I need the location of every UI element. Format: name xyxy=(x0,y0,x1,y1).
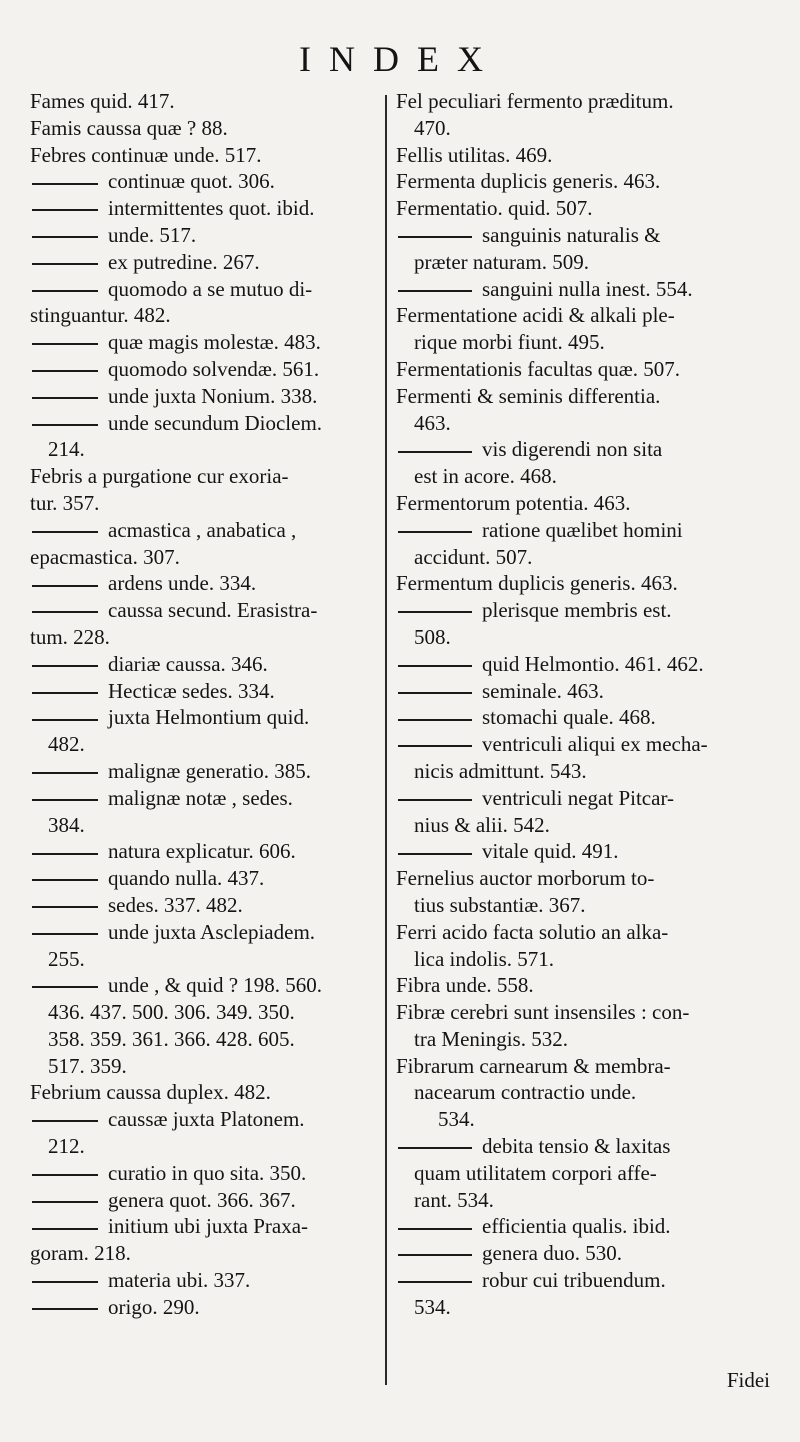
index-entry xyxy=(30,1106,380,1133)
repeat-dash xyxy=(32,692,98,694)
index-entry xyxy=(30,517,380,544)
entry-text: tum. 228. xyxy=(30,624,110,649)
entry-text: seminale. 463. xyxy=(482,678,604,703)
entry-text: plerisque membris est. xyxy=(482,598,672,623)
right-column xyxy=(396,88,776,1321)
entry-text: 470. xyxy=(414,115,451,140)
entry-text: unde , & quid ? 198. 560. xyxy=(108,973,323,998)
repeat-dash xyxy=(32,209,98,211)
repeat-dash xyxy=(32,665,98,667)
index-entry xyxy=(396,329,776,356)
index-entry xyxy=(30,597,380,624)
entry-text: Fibrarum carnearum & membra- xyxy=(396,1053,671,1078)
index-entry xyxy=(396,302,776,329)
index-entry xyxy=(396,1213,776,1240)
repeat-dash xyxy=(32,1308,98,1310)
entry-text: materia ubi. 337. xyxy=(108,1268,251,1293)
entry-text: efficientia qualis. ibid. xyxy=(482,1214,671,1239)
entry-text: 534. xyxy=(438,1107,475,1132)
entry-text: 534. xyxy=(414,1294,451,1319)
index-entry xyxy=(30,1267,380,1294)
index-entry xyxy=(30,1160,380,1187)
index-entry xyxy=(30,88,380,115)
index-entry xyxy=(30,276,380,303)
index-entry xyxy=(30,356,380,383)
index-entry xyxy=(396,490,776,517)
index-entry xyxy=(396,570,776,597)
entry-text: acmastica , anabatica , xyxy=(108,517,297,542)
entry-text: curatio in quo sita. 350. xyxy=(108,1160,307,1185)
entry-text: nacearum contractio unde. xyxy=(414,1080,637,1105)
repeat-dash xyxy=(32,772,98,774)
repeat-dash xyxy=(32,397,98,399)
entry-text: 255. xyxy=(48,946,85,971)
repeat-dash xyxy=(398,799,472,801)
repeat-dash xyxy=(398,692,472,694)
repeat-dash xyxy=(32,879,98,881)
index-entry xyxy=(30,838,380,865)
index-entry xyxy=(396,222,776,249)
repeat-dash xyxy=(32,853,98,855)
entry-text: Febris a purgatione cur exoria- xyxy=(30,464,289,489)
entry-text: ventriculi aliqui ex mecha- xyxy=(482,732,708,757)
entry-text: ratione quælibet homini xyxy=(482,517,683,542)
repeat-dash xyxy=(32,290,98,292)
entry-text: stomachi quale. 468. xyxy=(482,705,656,730)
index-entry xyxy=(396,544,776,571)
index-entry xyxy=(396,463,776,490)
index-entry xyxy=(396,946,776,973)
entry-text: sanguinis naturalis & xyxy=(482,222,661,247)
entry-text: ex putredine. 267. xyxy=(108,249,260,274)
index-entry xyxy=(396,436,776,463)
repeat-dash xyxy=(398,665,472,667)
index-entry xyxy=(30,946,380,973)
index-entry xyxy=(396,1026,776,1053)
index-entry xyxy=(396,1053,776,1080)
index-entry xyxy=(30,624,380,651)
index-entry xyxy=(30,1079,380,1106)
index-entry xyxy=(396,1187,776,1214)
repeat-dash xyxy=(32,986,98,988)
entry-text: continuæ quot. 306. xyxy=(108,169,275,194)
index-entry xyxy=(396,115,776,142)
index-entry xyxy=(396,276,776,303)
index-entry xyxy=(30,195,380,222)
entry-text: 358. 359. 361. 366. 428. 605. xyxy=(48,1026,295,1051)
index-entry xyxy=(30,168,380,195)
index-entry xyxy=(30,383,380,410)
entry-text: tius substantiæ. 367. xyxy=(414,892,586,917)
entry-text: Fermentatione acidi & alkali ple- xyxy=(396,303,675,328)
entry-text: intermittentes quot. ibid. xyxy=(108,196,315,221)
repeat-dash xyxy=(32,263,98,265)
index-entry xyxy=(396,249,776,276)
entry-text: epacmastica. 307. xyxy=(30,544,180,569)
index-entry xyxy=(30,463,380,490)
left-column xyxy=(30,88,380,1321)
index-entry xyxy=(30,972,380,999)
index-entry xyxy=(396,624,776,651)
entry-text: quando nulla. 437. xyxy=(108,866,265,891)
entry-text: quomodo a se mutuo di- xyxy=(108,276,313,301)
index-entry xyxy=(396,195,776,222)
index-entry xyxy=(30,1187,380,1214)
entry-text: 463. xyxy=(414,410,451,435)
entry-text: tur. 357. xyxy=(30,490,100,515)
index-entry xyxy=(30,758,380,785)
entry-text: Fermenti & seminis differentia. xyxy=(396,383,661,408)
index-entry xyxy=(30,999,380,1026)
repeat-dash xyxy=(398,451,472,453)
entry-text: rant. 534. xyxy=(414,1187,494,1212)
index-entry xyxy=(30,490,380,517)
entry-text: stinguantur. 482. xyxy=(30,303,171,328)
repeat-dash xyxy=(398,290,472,292)
repeat-dash xyxy=(398,1228,472,1230)
index-entry xyxy=(396,678,776,705)
entry-text: Fibræ cerebri sunt insensiles : con- xyxy=(396,1000,690,1025)
entry-text: initium ubi juxta Praxa- xyxy=(108,1214,309,1239)
index-entry xyxy=(396,597,776,624)
repeat-dash xyxy=(32,531,98,533)
entry-text: caussa secund. Erasistra- xyxy=(108,598,318,623)
index-entry xyxy=(396,651,776,678)
repeat-dash xyxy=(398,236,472,238)
repeat-dash xyxy=(398,1281,472,1283)
repeat-dash xyxy=(32,183,98,185)
index-entry xyxy=(30,1133,380,1160)
index-entry xyxy=(396,812,776,839)
entry-text: quam utilitatem corpori affe- xyxy=(414,1160,657,1185)
entry-text: quid Helmontio. 461. 462. xyxy=(482,651,704,676)
index-entry xyxy=(30,570,380,597)
entry-text: 436. 437. 500. 306. 349. 350. xyxy=(48,1000,295,1025)
entry-text: diariæ caussa. 346. xyxy=(108,651,268,676)
entry-text: 508. xyxy=(414,624,451,649)
index-entry xyxy=(30,1213,380,1240)
repeat-dash xyxy=(32,343,98,345)
entry-text: sanguini nulla inest. 554. xyxy=(482,276,693,301)
repeat-dash xyxy=(32,719,98,721)
entry-text: unde juxta Asclepiadem. xyxy=(108,919,316,944)
index-entry xyxy=(30,436,380,463)
index-entry xyxy=(30,302,380,329)
index-entry xyxy=(396,1267,776,1294)
index-entry xyxy=(396,892,776,919)
index-entry xyxy=(30,678,380,705)
index-entry xyxy=(30,1026,380,1053)
entry-text: Fermenta duplicis generis. 463. xyxy=(396,169,661,194)
entry-text: unde secundum Dioclem. xyxy=(108,410,323,435)
catchword: Fidei xyxy=(726,1368,770,1392)
index-entry xyxy=(30,249,380,276)
entry-text: Famis caussa quæ ? 88. xyxy=(30,115,228,140)
entry-text: unde juxta Nonium. 338. xyxy=(108,383,318,408)
entry-text: Fermentorum potentia. 463. xyxy=(396,490,631,515)
entry-text: Fermentationis facultas quæ. 507. xyxy=(396,356,681,381)
entry-text: origo. 290. xyxy=(108,1294,200,1319)
entry-text: præter naturam. 509. xyxy=(414,249,589,274)
entry-text: quæ magis molestæ. 483. xyxy=(108,330,321,355)
index-entry xyxy=(30,115,380,142)
index-entry xyxy=(396,972,776,999)
repeat-dash xyxy=(32,1201,98,1203)
entry-text: lica indolis. 571. xyxy=(414,946,554,971)
repeat-dash xyxy=(398,719,472,721)
repeat-dash xyxy=(32,611,98,613)
repeat-dash xyxy=(32,799,98,801)
entry-text: rique morbi fiunt. 495. xyxy=(414,330,605,355)
index-entry xyxy=(30,919,380,946)
index-entry xyxy=(396,356,776,383)
index-entry xyxy=(30,329,380,356)
index-entry xyxy=(396,142,776,169)
index-entry xyxy=(396,383,776,410)
entry-text: nicis admittunt. 543. xyxy=(414,758,587,783)
index-entry xyxy=(396,919,776,946)
index-entry xyxy=(396,731,776,758)
index-entry xyxy=(30,704,380,731)
entry-text: Fel peculiari fermento præditum. xyxy=(396,89,674,113)
entry-text: malignæ notæ , sedes. xyxy=(108,785,293,810)
index-entry xyxy=(396,1160,776,1187)
repeat-dash xyxy=(32,236,98,238)
entry-text: genera duo. 530. xyxy=(482,1241,622,1266)
repeat-dash xyxy=(32,933,98,935)
column-divider xyxy=(385,95,387,1385)
entry-text: malignæ generatio. 385. xyxy=(108,758,311,783)
repeat-dash xyxy=(398,1147,472,1149)
repeat-dash xyxy=(32,424,98,426)
repeat-dash xyxy=(32,906,98,908)
entry-text: sedes. 337. 482. xyxy=(108,892,243,917)
repeat-dash xyxy=(32,370,98,372)
index-entry xyxy=(396,1133,776,1160)
index-entry xyxy=(30,1240,380,1267)
repeat-dash xyxy=(32,1120,98,1122)
entry-text: Fellis utilitas. 469. xyxy=(396,142,553,167)
index-entry xyxy=(396,1240,776,1267)
index-entry xyxy=(396,1294,776,1321)
index-entry xyxy=(396,865,776,892)
entry-text: vis digerendi non sita xyxy=(482,437,663,462)
entry-text: 384. xyxy=(48,812,85,837)
page-title: INDEX xyxy=(299,39,501,79)
entry-text: juxta Helmontium quid. xyxy=(108,705,310,730)
entry-text: debita tensio & laxitas xyxy=(482,1134,671,1159)
entry-text: natura explicatur. 606. xyxy=(108,839,296,864)
entry-text: est in acore. 468. xyxy=(414,464,557,489)
index-entry xyxy=(30,785,380,812)
entry-text: genera quot. 366. 367. xyxy=(108,1187,296,1212)
entry-text: caussæ juxta Platonem. xyxy=(108,1107,305,1132)
entry-text: 212. xyxy=(48,1134,85,1159)
index-entry xyxy=(396,785,776,812)
entry-text: Fibra unde. 558. xyxy=(396,973,534,998)
index-entry xyxy=(30,222,380,249)
repeat-dash xyxy=(32,1281,98,1283)
index-entry xyxy=(396,410,776,437)
index-entry xyxy=(396,758,776,785)
entry-text: ardens unde. 334. xyxy=(108,571,257,596)
entry-text: Febres continuæ unde. 517. xyxy=(30,142,262,167)
index-entry xyxy=(30,731,380,758)
index-entry xyxy=(396,999,776,1026)
index-entry xyxy=(396,1106,776,1133)
index-entry xyxy=(30,812,380,839)
repeat-dash xyxy=(32,1228,98,1230)
repeat-dash xyxy=(32,1174,98,1176)
entry-text: 482. xyxy=(48,732,85,757)
entry-text: robur cui tribuendum. xyxy=(482,1268,666,1293)
repeat-dash xyxy=(398,531,472,533)
index-entry xyxy=(30,544,380,571)
entry-text: unde. 517. xyxy=(108,222,197,247)
entry-text: ventriculi negat Pitcar- xyxy=(482,785,675,810)
entry-text: vitale quid. 491. xyxy=(482,839,619,864)
entry-text: Hecticæ sedes. 334. xyxy=(108,678,275,703)
repeat-dash xyxy=(398,611,472,613)
index-entry xyxy=(30,1053,380,1080)
entry-text: quomodo solvendæ. 561. xyxy=(108,356,320,381)
index-entry xyxy=(396,168,776,195)
index-entry xyxy=(30,142,380,169)
index-entry xyxy=(396,838,776,865)
entry-text: accidunt. 507. xyxy=(414,544,533,569)
index-entry xyxy=(30,865,380,892)
index-entry xyxy=(396,1079,776,1106)
index-entry xyxy=(396,517,776,544)
entry-text: 517. 359. xyxy=(48,1053,127,1078)
index-entry xyxy=(396,704,776,731)
entry-text: Fames quid. 417. xyxy=(30,89,175,113)
repeat-dash xyxy=(398,853,472,855)
entry-text: 214. xyxy=(48,437,85,462)
entry-text: Fernelius auctor morborum to- xyxy=(396,866,655,891)
entry-text: tra Meningis. 532. xyxy=(414,1026,568,1051)
index-entry xyxy=(30,410,380,437)
index-entry xyxy=(30,651,380,678)
entry-text: nius & alii. 542. xyxy=(414,812,550,837)
entry-text: goram. 218. xyxy=(30,1241,131,1266)
index-entry xyxy=(30,1294,380,1321)
entry-text: Fermentatio. quid. 507. xyxy=(396,196,593,221)
repeat-dash xyxy=(32,585,98,587)
repeat-dash xyxy=(398,745,472,747)
entry-text: Ferri acido facta solutio an alka- xyxy=(396,919,669,944)
entry-text: Fermentum duplicis generis. 463. xyxy=(396,571,678,596)
repeat-dash xyxy=(398,1254,472,1256)
index-entry xyxy=(30,892,380,919)
index-entry xyxy=(396,88,776,115)
entry-text: Febrium caussa duplex. 482. xyxy=(30,1080,271,1105)
